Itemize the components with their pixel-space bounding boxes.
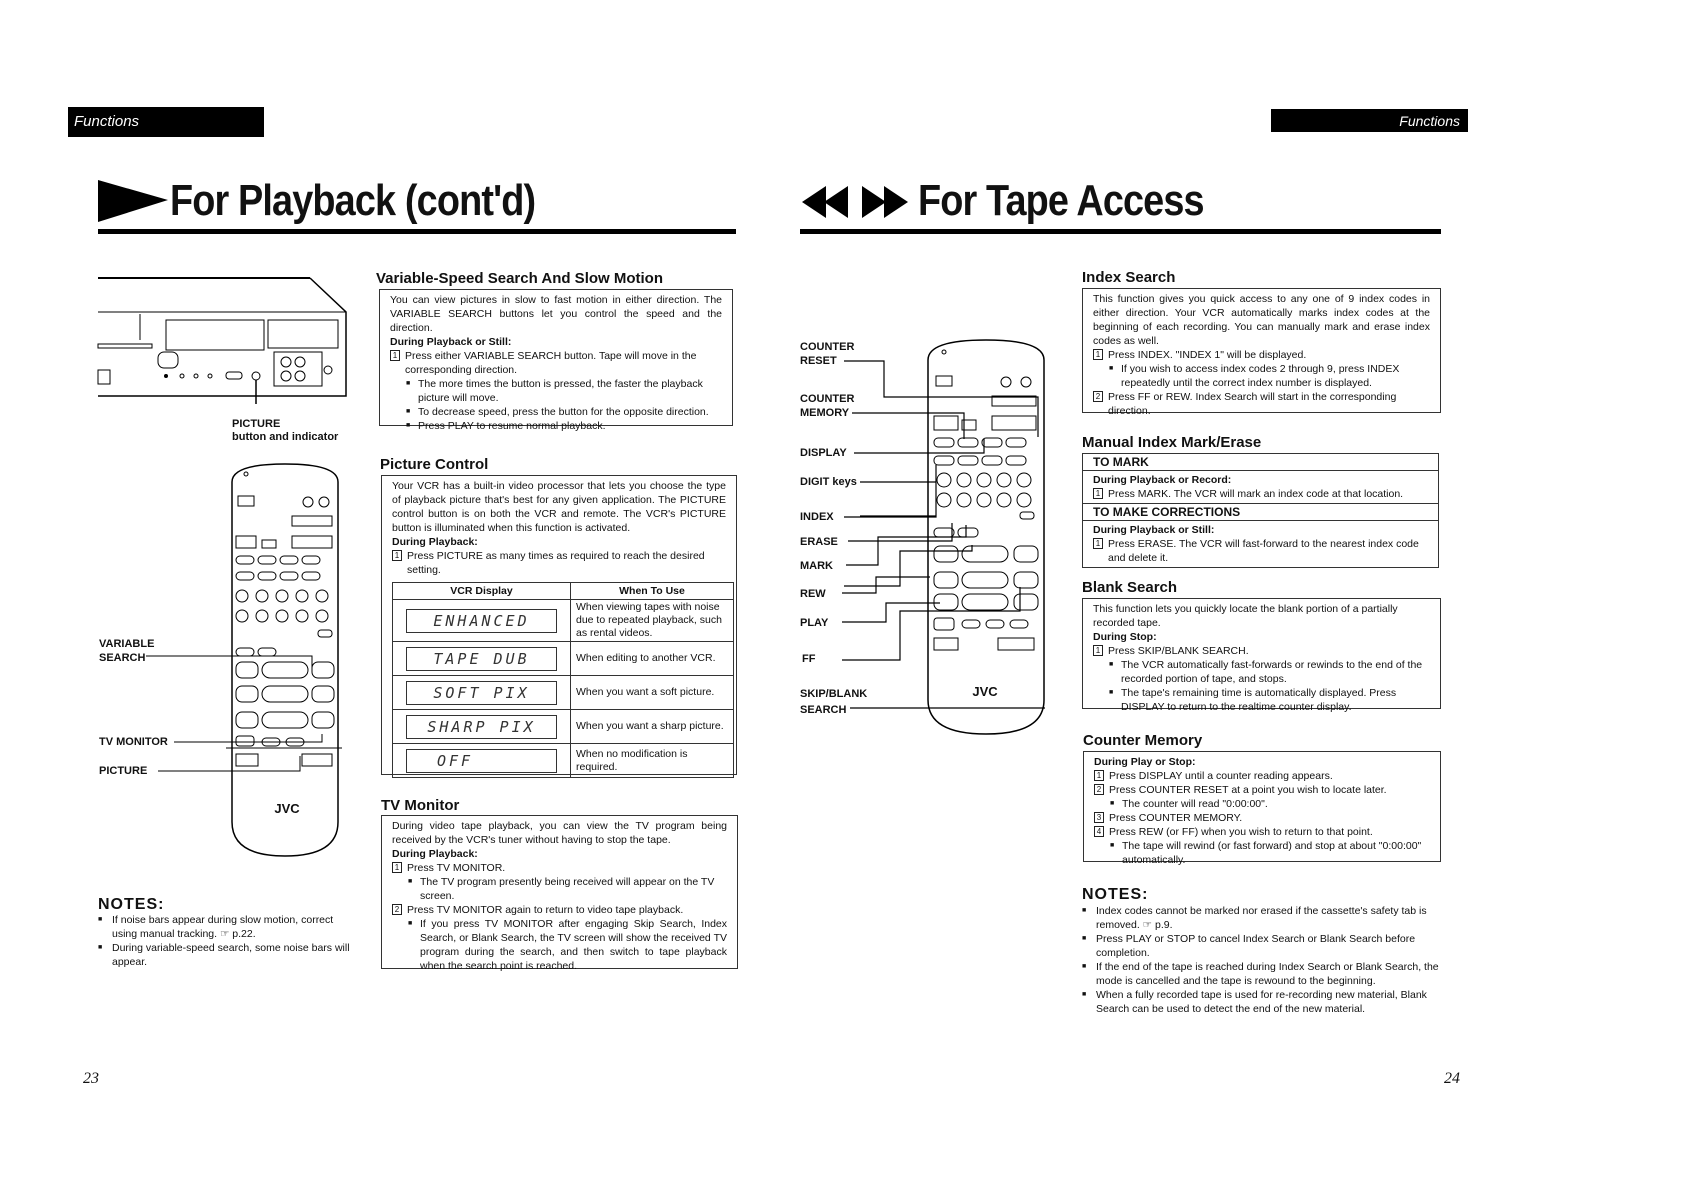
bullet-item: ■ If you press TV MONITOR after engaging Skip Search, Index Search, or Blank Search, the TV screen will show the received TV program during the search, and then switch to tape playback when the search point is reached. — [404, 917, 727, 973]
step-text: Press SKIP/BLANK SEARCH. — [1108, 645, 1249, 657]
step-text: Press TV MONITOR. — [407, 862, 506, 874]
display-cell — [393, 600, 571, 642]
page-number-left: 23 — [83, 1070, 99, 1087]
blank-search-box — [1082, 598, 1441, 713]
note-item: ■ Press PLAY or STOP to cancel Index Search or Blank Search before completion. — [1082, 932, 1444, 960]
callout-counter-memory-2: MEMORY — [800, 407, 850, 419]
bullet-item: ■ The tape's remaining time is automatically displayed. Press DISPLAY to return to the realtime counter display. — [1105, 686, 1430, 714]
step-number-1: 1 — [392, 862, 402, 873]
blank-search-during: During Stop: — [1093, 631, 1157, 643]
step-2 — [1093, 390, 1430, 418]
manual-index-table — [1082, 453, 1439, 568]
variable-callout-line2: SEARCH — [99, 652, 146, 664]
note-item: ■ When a fully recorded tape is used for re-recording new material, Blank Search can be used to detect the end of the new material. — [1082, 988, 1444, 1016]
step-3 — [1094, 811, 1430, 825]
tv-monitor-during: During Playback: — [392, 848, 478, 860]
title-rule-right — [800, 229, 1441, 234]
vcr-front-panel-illustration — [96, 274, 352, 404]
tv-monitor-intro: During video tape playback, you can view the TV program being received by the VCR's tuner without having to stop the tape. — [392, 820, 727, 846]
variable-speed-during: During Playback or Still: — [390, 336, 512, 348]
display-callout: DISPLAY — [800, 447, 847, 459]
step-text: Press COUNTER MEMORY. — [1109, 812, 1243, 824]
picture-remote-callout: PICTURE — [99, 765, 148, 777]
functions-tab-right — [1271, 109, 1468, 132]
step-text: Press PICTURE as many times as required to reach the desired setting. — [407, 550, 705, 576]
table-row — [393, 744, 734, 778]
step-1 — [1093, 644, 1430, 658]
ff-callout: FF — [802, 653, 816, 665]
vcr-display-readout: OFF — [406, 749, 557, 773]
step-2 — [392, 903, 727, 917]
bullet-item: ■ The TV program presently being received will appear on the TV screen. — [404, 875, 727, 903]
corrections-cell — [1083, 521, 1438, 567]
bullet-item: ■ Press PLAY to resume normal playback. — [402, 419, 722, 433]
usage-cell: When editing to another VCR. — [571, 642, 734, 676]
picture-control-box — [381, 475, 737, 775]
step-text: Press either VARIABLE SEARCH button. Tape will move in the corresponding direction. — [405, 350, 697, 376]
bullet-item: ■ The tape will rewind (or fast forward) and stop at about "0:00:00" automatically. — [1106, 839, 1430, 867]
step-text: Press DISPLAY until a counter reading appears. — [1109, 770, 1333, 782]
step-1 — [1093, 537, 1428, 565]
counter-memory-during: During Play or Stop: — [1094, 756, 1196, 768]
bullet-item: ■ If you wish to access index codes 2 through 9, press INDEX repeatedly until the correct index number is displayed. — [1105, 362, 1430, 390]
mark-during: During Playback or Record: — [1093, 474, 1232, 486]
step-number-1: 1 — [390, 350, 400, 361]
step-1 — [1093, 487, 1428, 501]
functions-tab-right-label: Functions — [1399, 113, 1460, 129]
bullet-item: ■ The more times the button is pressed, the faster the playback picture will move. — [402, 377, 722, 405]
table-row — [393, 642, 734, 676]
left-callout-lines — [140, 640, 340, 780]
step-text: Press INDEX. "INDEX 1" will be displayed. — [1108, 349, 1307, 361]
blank-search-title: Blank Search — [1082, 579, 1178, 596]
callout-counter-reset-1: COUNTER — [800, 341, 855, 353]
index-search-title: Index Search — [1082, 269, 1176, 286]
column-header-when-to-use: When To Use — [571, 583, 734, 600]
picture-button-callout — [232, 418, 338, 444]
counter-memory-box — [1083, 751, 1441, 866]
mark-callout: MARK — [800, 560, 833, 572]
step-1 — [392, 861, 727, 875]
erase-callout: ERASE — [800, 536, 838, 548]
tv-monitor-box — [381, 815, 738, 972]
step-number-1: 1 — [1093, 538, 1103, 549]
display-cell — [393, 710, 571, 744]
tv-monitor-callout: TV MONITOR — [99, 736, 168, 748]
display-cell — [393, 744, 571, 778]
to-mark-cell — [1083, 471, 1438, 504]
notes-title-left: NOTES: — [98, 896, 165, 913]
callout-counter-memory-1: COUNTER — [800, 393, 855, 405]
table-row — [393, 600, 734, 642]
picture-callout-line1: PICTURE — [232, 418, 281, 430]
step-text: Press COUNTER RESET at a point you wish to locate later. — [1109, 784, 1387, 796]
to-make-corrections-header: TO MAKE CORRECTIONS — [1083, 504, 1438, 521]
tv-monitor-title: TV Monitor — [381, 797, 460, 814]
usage-cell: When viewing tapes with noise due to repeated playback, such as rental videos. — [571, 600, 734, 642]
step-1 — [1093, 348, 1430, 362]
vcr-display-readout: SHARP PIX — [406, 715, 557, 739]
callout-counter-reset-2: RESET — [800, 355, 837, 367]
notes-title-right: NOTES: — [1082, 886, 1149, 903]
play-callout: PLAY — [800, 617, 829, 629]
step-number-4: 4 — [1094, 826, 1104, 837]
variable-callout-line1: VARIABLE — [99, 638, 155, 650]
table-row — [393, 676, 734, 710]
variable-speed-box — [379, 289, 733, 432]
step-text: Press TV MONITOR again to return to video tape playback. — [407, 904, 684, 916]
step-number-1: 1 — [1093, 488, 1103, 499]
step-1 — [390, 349, 722, 377]
index-search-intro: This function gives you quick access to any one of 9 index codes in either direction. Your VCR automatically marks index codes at the beginning of each recording. You can manually mark and erase index codes as well. — [1093, 293, 1430, 347]
variable-speed-title: Variable-Speed Search And Slow Motion — [376, 270, 663, 287]
remote-brand-right: JVC — [972, 684, 998, 699]
functions-tab-left-label: Functions — [74, 113, 140, 130]
step-text: Press MARK. The VCR will mark an index code at that location. — [1108, 488, 1404, 500]
page-title-right: For Tape Access — [918, 176, 1204, 225]
display-cell — [393, 642, 571, 676]
blank-search-intro: This function lets you quickly locate the blank portion of a partially recorded tape. — [1093, 603, 1398, 629]
title-rule-left — [98, 229, 736, 234]
usage-cell: When you want a sharp picture. — [571, 710, 734, 744]
note-item: ■ If the end of the tape is reached during Index Search or Blank Search, the mode is cancelled and the tape is rewound to the beginning. — [1082, 960, 1444, 988]
play-arrow-icon — [98, 174, 170, 226]
step-number-1: 1 — [1093, 349, 1103, 360]
page-title-left: For Playback (cont'd) — [170, 176, 536, 225]
step-1 — [392, 549, 726, 577]
picture-control-during: During Playback: — [392, 536, 478, 548]
vcr-display-readout: SOFT PIX — [406, 681, 557, 705]
correct-during: During Playback or Still: — [1093, 524, 1215, 536]
step-number-2: 2 — [1094, 784, 1104, 795]
display-cell — [393, 676, 571, 710]
step-number-3: 3 — [1094, 812, 1104, 823]
table-row — [393, 710, 734, 744]
step-1 — [1094, 769, 1430, 783]
bullet-item: ■ The VCR automatically fast-forwards or rewinds to the end of the recorded portion of tape, and stops. — [1105, 658, 1430, 686]
bullet-item: ■ To decrease speed, press the button for the opposite direction. — [402, 405, 722, 419]
notes-list-left — [98, 913, 356, 969]
table-header-row — [393, 583, 734, 600]
picture-control-title: Picture Control — [380, 456, 489, 473]
step-2 — [1094, 783, 1430, 797]
right-callout-lines — [840, 355, 1045, 715]
step-4 — [1094, 825, 1430, 839]
step-number-1: 1 — [392, 550, 402, 561]
to-mark-header: TO MARK — [1083, 454, 1438, 471]
picture-mode-table — [392, 582, 734, 778]
step-number-1: 1 — [1093, 645, 1103, 656]
picture-callout-line2: button and indicator — [232, 431, 339, 443]
step-number-1: 1 — [1094, 770, 1104, 781]
remote-brand-left: JVC — [274, 801, 300, 816]
callout-skip-blank-2: SEARCH — [800, 704, 847, 716]
usage-cell: When no modification is required. — [571, 744, 734, 778]
vcr-display-readout: ENHANCED — [406, 609, 557, 633]
manual-index-title: Manual Index Mark/Erase — [1082, 434, 1262, 451]
step-number-2: 2 — [1093, 391, 1103, 402]
page-number-right: 24 — [1444, 1070, 1460, 1087]
usage-cell: When you want a soft picture. — [571, 676, 734, 710]
variable-speed-intro: You can view pictures in slow to fast motion in either direction. The VARIABLE SEARCH buttons let you control the speed and the direction. — [390, 294, 722, 334]
note-item: ■ Index codes cannot be marked nor erased if the cassette's safety tab is removed. ☞ p.9. — [1082, 904, 1444, 932]
index-search-box — [1082, 288, 1441, 417]
step-number-2: 2 — [392, 904, 402, 915]
digit-keys-callout: DIGIT keys — [800, 476, 857, 488]
callout-skip-blank-1: SKIP/BLANK — [800, 688, 868, 700]
counter-memory-title: Counter Memory — [1083, 732, 1203, 749]
rew-callout: REW — [800, 588, 826, 600]
picture-control-intro: Your VCR has a built-in video processor that lets you choose the type of playback picture that's best for any given application. The PICTURE control button is on both the VCR and remote. The VCR's PICTURE button is illuminated when this function is activated. — [392, 480, 726, 534]
step-text: Press FF or REW. Index Search will start in the corresponding direction. — [1108, 391, 1397, 417]
note-item: ■ If noise bars appear during slow motion, correct using manual tracking. ☞ p.22. — [98, 913, 356, 941]
bullet-item: ■ The counter will read "0:00:00". — [1106, 797, 1430, 811]
step-text: Press REW (or FF) when you wish to return to that point. — [1109, 826, 1373, 838]
column-header-vcr-display: VCR Display — [393, 583, 571, 600]
step-text: Press ERASE. The VCR will fast-forward to the nearest index code and delete it. — [1108, 538, 1419, 564]
vcr-display-readout: TAPE DUB — [406, 647, 557, 671]
rewind-fastforward-icon — [800, 180, 914, 224]
notes-list-right — [1082, 904, 1444, 1016]
index-callout: INDEX — [800, 511, 834, 523]
note-item: ■ During variable-speed search, some noise bars will appear. — [98, 941, 356, 969]
functions-tab-left — [68, 107, 264, 137]
